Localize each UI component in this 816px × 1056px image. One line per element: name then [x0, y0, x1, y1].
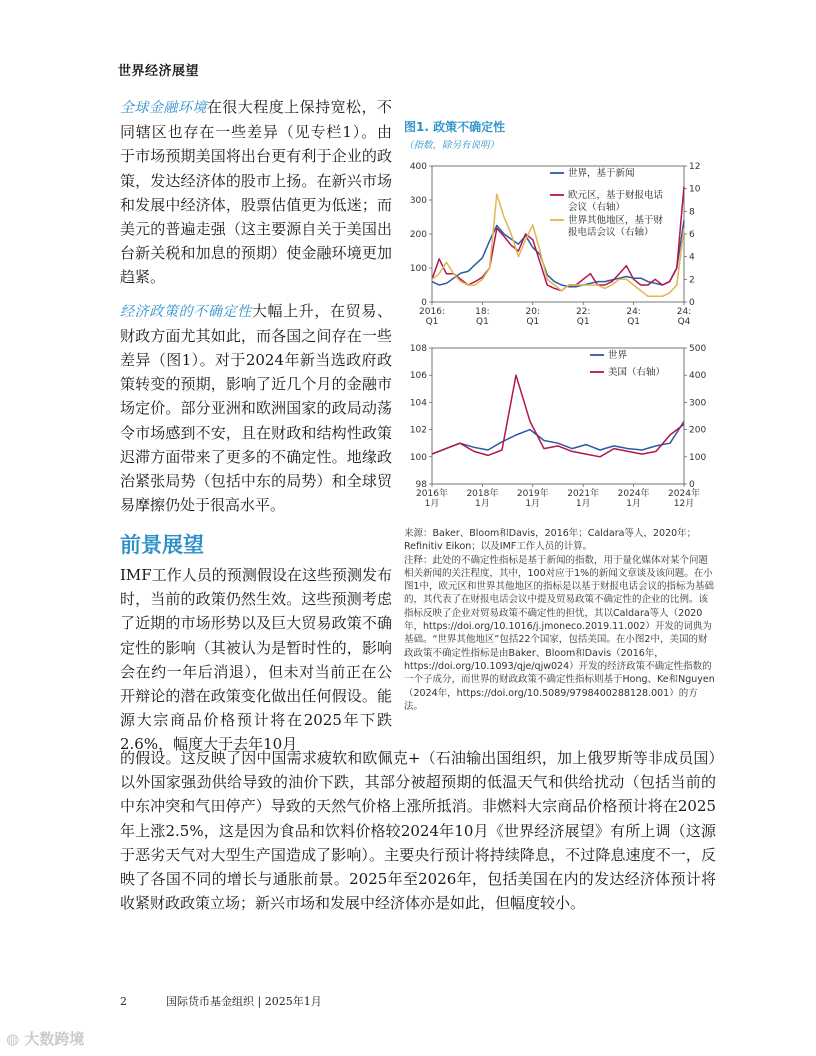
x-tick-label: 1月: [525, 499, 541, 509]
right-tick-label: 2: [689, 275, 695, 286]
paragraph-financial-conditions: [120, 95, 392, 290]
paragraph-lead: 经济政策的不确定性: [120, 303, 252, 320]
right-tick-label: 300: [689, 398, 707, 409]
series-line: [432, 375, 684, 457]
page-footer: [120, 993, 322, 1009]
section-heading: 前景展望: [120, 533, 204, 557]
footer-publisher: 国际货币基金组织 | 2025年1月: [166, 995, 322, 1008]
watermark-text: 大数跨境: [24, 1030, 85, 1048]
figure-note: 注释：此处的不确定性指标是基于新闻的指数，用于量化媒体对某个问题相关新闻的关注程度，其中，100对应于1%的新闻文章谈及该问题。在小图1中，欧元区和世界其他地区的指标是以基于财报电话会议的指标为基础的，其代表了在财报电话会议中提及贸易政策不确定性的企业的比例。该指标反映了企业对贸易政策不确定性的担忧，其以Caldara等人（2020年，https://doi.org/10.1016/j.jmoneco.2019.11.002）开发的词典为基础。“世界其他地区”包括22个国家，包括美国。在小图2中，美国的财政政策不确定性指标是由Baker、Bloom和Davis（2016年，https://doi.org/10.1093/qje/qjw024）开发的经济政策不确定性指数的一个子成分，而世界的财政政策不确定性指标则基于Hong、Ke和Nguyen（2024年，https://doi.org/10.5089/9798400288128.001）的方法。: [404, 554, 715, 712]
left-tick-label: 108: [409, 344, 427, 354]
x-tick-label: 1月: [424, 499, 440, 509]
paragraph-policy-uncertainty: [120, 299, 392, 518]
right-tick-label: 12: [689, 162, 701, 172]
left-tick-label: 0: [421, 298, 427, 308]
series-line: [432, 186, 684, 290]
right-tick-label: 400: [689, 371, 707, 382]
paragraph-text: 在很大程度上保持宽松，不同辖区也存在一些差异（见专栏1）。由于市场预期美国将出台更有利于企业的政策，发达经济体的股市上扬。在新兴市场和发展中经济体，股票估值更为低迷；而美元的普遍走强（这主要源自关于美国出台新关税和加息的预期）使金融环境更加趋紧。: [120, 98, 392, 287]
left-column: [120, 95, 392, 517]
x-tick-label: 2019年: [516, 489, 549, 499]
left-tick-label: 98: [415, 480, 427, 490]
chart-panel-1: [404, 156, 716, 328]
right-tick-label: 10: [689, 184, 701, 195]
outlook-text-top: IMF工作人员的预测假设在这些预测发布时，当前的政策仍然生效。这些预测考虑了近期的市场形势以及巨大贸易政策不确定性的影响（其被认为是暂时性的，影响会在约一年后消退），但未对当前正在公开辩论的潜在政策变化做出任何假设。能源大宗商品价格预计将在2025年下跌2.6%，幅度大于去年10月: [120, 566, 392, 754]
right-tick-label: 500: [689, 344, 707, 354]
running-head: 世界经济展望: [118, 64, 200, 79]
right-tick-label: 0: [689, 480, 695, 490]
right-tick-label: 6: [689, 230, 695, 240]
figure-source: 来源：Baker、Bloom和Davis，2016年；Caldara等人，2020年；Refinitiv Eikon；以及IMF工作人员的计算。: [404, 528, 697, 553]
x-tick-label: Q1: [627, 317, 641, 327]
right-tick-label: 0: [689, 298, 695, 308]
x-tick-label: 2024年: [668, 489, 700, 499]
left-tick-label: 300: [409, 196, 427, 206]
x-tick-label: 20:: [525, 307, 541, 317]
figure-notes: [404, 527, 716, 713]
x-tick-label: Q1: [526, 317, 540, 327]
left-tick-label: 100: [409, 264, 427, 274]
x-tick-label: Q1: [425, 317, 439, 327]
x-tick-label: 1月: [626, 499, 641, 509]
x-tick-label: 2021年: [567, 489, 600, 499]
left-tick-label: 104: [409, 398, 427, 409]
legend-label: 世界其他地区，基于财: [568, 215, 664, 226]
left-tick-label: 100: [409, 452, 427, 463]
figure-subtitle: （指数，除另有说明）: [404, 140, 500, 151]
x-tick-label: Q4: [677, 317, 691, 327]
paragraph-text: 大幅上升，在贸易、财政方面尤其如此，而各国之间存在一些差异（图1）。对于2024年新当选政府政策转变的预期，影响了近几个月的金融市场定价。部分亚洲和欧洲国家的政局动荡令市场感到不安，且在财政和结构性政策迟滞方面带来了更多的不确定性。地缘政治紧张局势（包括中东的局势）和全球贸易摩擦仍处于很高水平。: [120, 301, 392, 515]
page-number: 2: [120, 995, 127, 1008]
watermark-logo: [6, 1028, 84, 1049]
x-tick-label: 2024年: [617, 489, 650, 499]
paragraph-lead: 全球金融环境: [120, 100, 207, 116]
watermark-icon: ◍: [6, 1030, 20, 1048]
legend-label: 会议（右轴）: [568, 202, 626, 213]
legend-label: 世界: [608, 350, 628, 361]
legend-label: 欧元区，基于财报电话: [568, 190, 664, 201]
legend-label: 美国（右轴）: [608, 367, 666, 378]
right-tick-label: 100: [689, 452, 707, 463]
x-tick-label: 2016年: [416, 489, 448, 499]
left-tick-label: 106: [409, 371, 427, 382]
right-tick-label: 8: [689, 207, 695, 218]
x-tick-label: 18:: [475, 307, 490, 317]
legend-label: 报电话会议（右轴）: [568, 227, 654, 238]
left-tick-label: 400: [409, 162, 427, 172]
outlook-text-wide: 的假设。这反映了因中国需求疲软和欧佩克+（石油输出国组织，加上俄罗斯等非成员国）以外国家强劲供给导致的油价下跌，其部分被超预期的低温天气和供给扰动（包括当前的中东冲突和气田停产）导致的天然气价格上涨所抵消。非燃料大宗商品价格预计将在2025年上涨2.5%，这是因为食品和饮料价格较2024年10月《世界经济展望》有所上调（这源于恶劣天气对大型生产国造成了影响）。主要央行预计将持续降息，不过降息速度不一，反映了各国不同的增长与通胀前景。2025年至2026年，包括美国在内的发达经济体预计将收紧财政政策立场；新兴市场和发展中经济体亦是如此，但幅度较小。: [120, 749, 716, 913]
figure-header: [404, 118, 716, 151]
legend-label: 世界，基于新闻: [568, 168, 635, 179]
x-tick-label: 1月: [575, 499, 591, 509]
x-tick-label: Q1: [475, 317, 489, 327]
left-tick-label: 200: [409, 230, 427, 240]
left-tick-label: 102: [409, 425, 427, 436]
x-tick-label: 1月: [475, 499, 490, 509]
x-tick-label: Q1: [576, 317, 590, 327]
x-tick-label: 12月: [673, 499, 695, 509]
right-tick-label: 4: [689, 252, 695, 263]
chart-panel-2: [404, 338, 716, 518]
x-tick-label: 2016:: [419, 307, 445, 317]
right-tick-label: 200: [689, 425, 707, 436]
x-tick-label: 24:: [676, 307, 692, 317]
x-tick-label: 2018年: [466, 489, 499, 499]
x-tick-label: 24:: [626, 307, 641, 317]
x-tick-label: 22:: [575, 307, 591, 317]
figure-title: 图1. 政策不确定性: [404, 120, 506, 134]
